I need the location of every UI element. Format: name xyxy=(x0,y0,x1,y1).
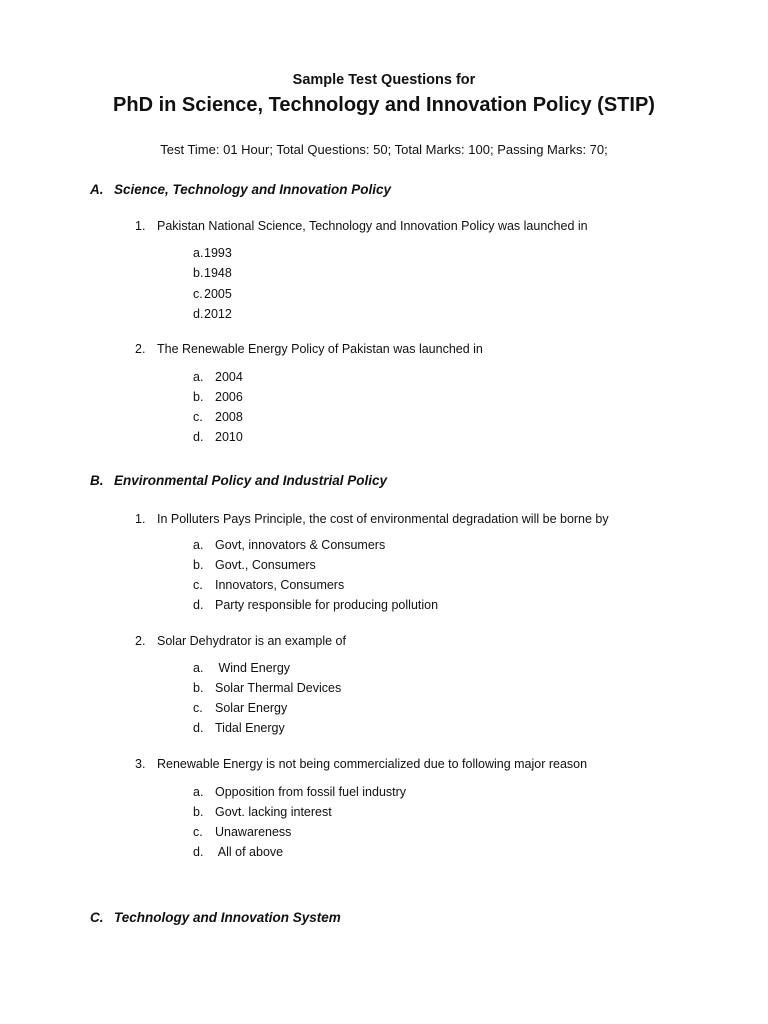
option-label: a. xyxy=(193,661,204,675)
option-label: d. xyxy=(193,307,204,321)
question-number: 2. xyxy=(135,342,146,356)
option-a1-c xyxy=(193,287,232,301)
option-label: d. xyxy=(193,430,204,444)
option-a2-b xyxy=(193,390,243,404)
section-title: Technology and Innovation System xyxy=(114,910,341,925)
option-text: Wind Energy xyxy=(215,661,291,675)
option-label: a. xyxy=(193,785,204,799)
option-label: a. xyxy=(193,538,204,552)
option-b2-d xyxy=(193,721,285,735)
option-b1-d xyxy=(193,598,438,612)
option-label: d. xyxy=(193,845,204,859)
question-text: Renewable Energy is not being commercialized due to following major reason xyxy=(157,757,588,771)
option-label: c. xyxy=(193,701,203,715)
section-title: Environmental Policy and Industrial Policy xyxy=(114,473,388,488)
test-info: Test Time: 01 Hour; Total Questions: 50; Total Marks: 100; Passing Marks: 70; xyxy=(160,142,608,157)
question-b1 xyxy=(135,512,609,526)
option-label: c. xyxy=(193,410,203,424)
question-number: 1. xyxy=(135,512,146,526)
option-text: Govt. lacking interest xyxy=(215,805,332,819)
section-heading-b xyxy=(90,473,387,488)
option-text: 2010 xyxy=(215,430,243,444)
question-a2 xyxy=(135,342,483,356)
option-text: 1993 xyxy=(204,246,232,260)
question-number: 2. xyxy=(135,634,146,648)
option-b3-d xyxy=(193,845,283,859)
question-text: The Renewable Energy Policy of Pakistan was launched in xyxy=(157,342,483,356)
option-text: 2006 xyxy=(215,390,243,404)
option-a2-d xyxy=(193,430,243,444)
question-text: In Polluters Pays Principle, the cost of environmental degradation will be borne by xyxy=(157,512,609,526)
option-text: Innovators, Consumers xyxy=(215,578,345,592)
option-text: 2004 xyxy=(215,370,243,384)
option-label: d. xyxy=(193,598,204,612)
option-a2-c xyxy=(193,410,243,424)
option-label: c. xyxy=(193,825,203,839)
option-b3-b xyxy=(193,805,332,819)
option-text: Unawareness xyxy=(215,825,292,839)
option-label: d. xyxy=(193,721,204,735)
question-text: Solar Dehydrator is an example of xyxy=(157,634,346,648)
question-text: Pakistan National Science, Technology and Innovation Policy was launched in xyxy=(157,219,588,233)
question-number: 1. xyxy=(135,219,146,233)
question-a1 xyxy=(135,219,588,233)
option-label: c. xyxy=(193,578,203,592)
section-letter: C. xyxy=(90,910,104,925)
option-label: a. xyxy=(193,246,204,260)
option-text: 2012 xyxy=(204,307,232,321)
option-label: c. xyxy=(193,287,203,301)
option-a2-a xyxy=(193,370,243,384)
option-label: a. xyxy=(193,370,204,384)
option-b1-b xyxy=(193,558,316,572)
option-text: 2008 xyxy=(215,410,243,424)
question-b3 xyxy=(135,757,587,771)
option-text: Solar Energy xyxy=(215,701,288,715)
option-label: b. xyxy=(193,390,204,404)
option-label: b. xyxy=(193,266,204,280)
section-heading-c xyxy=(90,910,341,925)
option-text: Govt, innovators & Consumers xyxy=(215,538,386,552)
option-b2-a xyxy=(193,661,290,675)
section-heading-a xyxy=(90,182,391,197)
option-text: 2005 xyxy=(204,287,232,301)
section-letter: B. xyxy=(90,473,104,488)
option-label: b. xyxy=(193,805,204,819)
question-number: 3. xyxy=(135,757,146,771)
option-b1-c xyxy=(193,578,344,592)
option-text: Party responsible for producing pollution xyxy=(215,598,439,612)
option-b1-a xyxy=(193,538,385,552)
document-subtitle: Sample Test Questions for xyxy=(292,72,476,88)
option-text: All of above xyxy=(215,845,284,859)
option-b3-c xyxy=(193,825,291,839)
option-label: b. xyxy=(193,558,204,572)
option-text: Tidal Energy xyxy=(215,721,285,735)
option-b3-a xyxy=(193,785,406,799)
option-text: Govt., Consumers xyxy=(215,558,316,572)
section-title: Science, Technology and Innovation Policy xyxy=(114,182,392,197)
option-a1-b xyxy=(193,266,232,280)
option-text: Opposition from fossil fuel industry xyxy=(215,785,407,799)
option-text: Solar Thermal Devices xyxy=(215,681,342,695)
option-text: 1948 xyxy=(204,266,232,280)
option-b2-c xyxy=(193,701,287,715)
question-b2 xyxy=(135,634,346,648)
document-title: PhD in Science, Technology and Innovation Policy (STIP) xyxy=(113,94,655,116)
section-letter: A. xyxy=(90,182,104,197)
option-a1-d xyxy=(193,307,232,321)
option-label: b. xyxy=(193,681,204,695)
option-b2-b xyxy=(193,681,341,695)
option-a1-a xyxy=(193,246,232,260)
